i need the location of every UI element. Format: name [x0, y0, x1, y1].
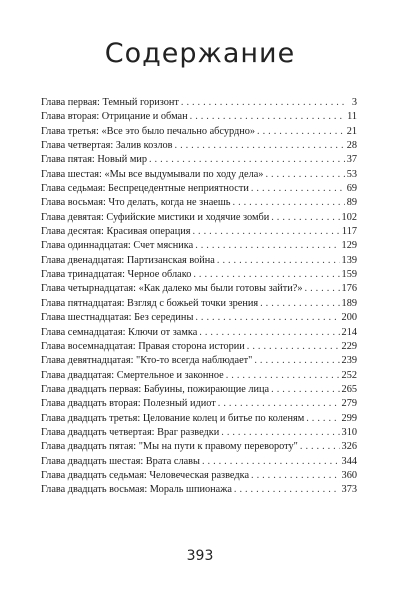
chapter-title: Глава пятая: Новый мир [41, 154, 147, 166]
toc-entry[interactable] [41, 440, 357, 454]
dot-leader [195, 311, 339, 325]
toc-entry[interactable] [41, 282, 357, 296]
chapter-page: 102 [341, 211, 357, 223]
dot-leader [218, 397, 340, 411]
chapter-title: Глава пятнадцатая: Взгляд с божьей точки зрения [41, 297, 259, 309]
chapter-title: Глава четвертая: Залив козлов [41, 140, 173, 152]
toc-entry[interactable] [41, 383, 357, 397]
toc-entry[interactable] [41, 340, 357, 354]
chapter-page: 344 [341, 455, 357, 467]
chapter-title: Глава двадцать третья: Целование колец и битье по коленям [41, 412, 305, 424]
chapter-page: 252 [341, 369, 357, 381]
chapter-page: 11 [347, 111, 357, 123]
chapter-page: 69 [346, 183, 357, 195]
dot-leader [190, 110, 345, 124]
chapter-title: Глава двадцать седьмая: Человеческая разведка [41, 469, 250, 481]
toc-entry[interactable] [41, 412, 357, 426]
chapter-title: Глава первая: Темный горизонт [41, 97, 179, 108]
chapter-page: 265 [341, 383, 357, 395]
toc-entry[interactable] [41, 268, 357, 282]
page-title: Содержание [104, 38, 296, 69]
toc-entry[interactable] [41, 239, 357, 253]
chapter-page: 28 [346, 140, 357, 152]
toc-entry[interactable] [41, 455, 357, 469]
chapter-title: Глава семнадцатая: Ключи от замка [41, 326, 198, 338]
toc-entry[interactable] [41, 469, 357, 483]
toc-entry[interactable] [41, 225, 357, 239]
table-of-contents [41, 96, 357, 498]
chapter-page: 129 [341, 240, 357, 252]
toc-entry[interactable] [41, 125, 357, 139]
toc-entry[interactable] [41, 311, 357, 325]
chapter-title: Глава двадцать пятая: "Мы на пути к правому перевороту" [41, 441, 298, 453]
dot-leader [271, 211, 339, 225]
chapter-page: 279 [341, 398, 357, 410]
chapter-title: Глава двадцать восьмая: Мораль шпионажа [41, 484, 232, 496]
dot-leader [251, 469, 340, 483]
chapter-title: Глава девятая: Суфийские мистики и ходячие зомби [41, 211, 270, 223]
chapter-title: Глава четырнадцатая: «Как далеко мы были готовы зайти?» [41, 283, 303, 295]
dot-leader [234, 483, 340, 497]
chapter-title: Глава двенадцатая: Партизанская война [41, 254, 215, 266]
dot-leader [202, 455, 340, 469]
dot-leader [233, 196, 345, 210]
dot-leader [175, 139, 345, 153]
chapter-title: Глава шестнадцатая: Без середины [41, 312, 194, 324]
toc-entry[interactable] [41, 110, 357, 124]
chapter-page: 89 [346, 197, 357, 209]
dot-leader [217, 254, 340, 268]
chapter-title: Глава десятая: Красивая операция [41, 226, 191, 238]
dot-leader [149, 153, 345, 167]
toc-entry[interactable] [41, 426, 357, 440]
chapter-title: Глава восемнадцатая: Правая сторона истории [41, 340, 245, 352]
dot-leader [199, 326, 339, 340]
toc-entry[interactable] [41, 196, 357, 210]
chapter-page: 159 [341, 269, 357, 281]
chapter-title: Глава вторая: Отрицание и обман [41, 111, 188, 123]
dot-leader [257, 125, 345, 139]
chapter-title: Глава двадцать четвертая: Враг разведки [41, 426, 220, 438]
chapter-title: Глава двадцать вторая: Полезный идиот [41, 398, 216, 410]
dot-leader [195, 239, 339, 253]
toc-entry[interactable] [41, 254, 357, 268]
toc-entry[interactable] [41, 139, 357, 153]
chapter-title: Глава двадцать первая: Бабуины, пожирающие лица [41, 383, 270, 395]
chapter-page: 21 [346, 125, 357, 137]
dot-leader [193, 268, 339, 282]
chapter-title: Глава девятнадцатая: "Кто-то всегда наблюдает" [41, 355, 253, 367]
dot-leader [181, 96, 347, 110]
dot-leader [221, 426, 339, 440]
chapter-page: 310 [341, 426, 357, 438]
chapter-page: 3 [351, 97, 357, 108]
chapter-page: 326 [341, 441, 357, 453]
chapter-page: 53 [346, 168, 357, 180]
dot-leader [271, 383, 339, 397]
dot-leader [247, 340, 340, 354]
chapter-title: Глава двадцать шестая: Врата славы [41, 455, 200, 467]
dot-leader [305, 282, 340, 296]
chapter-page: 299 [341, 412, 357, 424]
chapter-page: 360 [341, 469, 357, 481]
toc-entry[interactable] [41, 153, 357, 167]
chapter-page: 176 [341, 283, 357, 295]
toc-entry[interactable] [41, 297, 357, 311]
toc-entry[interactable] [41, 168, 357, 182]
chapter-title: Глава двадцатая: Смертельное и законное [41, 369, 224, 381]
toc-entry[interactable] [41, 483, 357, 497]
dot-leader [306, 412, 339, 426]
toc-entry[interactable] [41, 96, 357, 110]
chapter-page: 229 [341, 340, 357, 352]
chapter-page: 139 [341, 254, 357, 266]
chapter-page: 200 [341, 312, 357, 324]
chapter-title: Глава шестая: «Мы все выдумывали по ходу дела» [41, 168, 264, 180]
chapter-page: 214 [341, 326, 357, 338]
toc-entry[interactable] [41, 354, 357, 368]
dot-leader [260, 297, 339, 311]
chapter-title: Глава одиннадцатая: Счет мясника [41, 240, 194, 252]
chapter-page: 117 [341, 226, 357, 238]
page-number: 393 [186, 548, 214, 564]
chapter-title: Глава третья: «Все это было печально абсурдно» [41, 125, 256, 137]
dot-leader [226, 369, 340, 383]
toc-entry[interactable] [41, 369, 357, 383]
chapter-title: Глава седьмая: Беспрецедентные неприятности [41, 183, 249, 195]
chapter-title: Глава тринадцатая: Черное облако [41, 269, 192, 281]
toc-entry[interactable] [41, 211, 357, 225]
chapter-page: 239 [341, 355, 357, 367]
chapter-page: 189 [341, 297, 357, 309]
chapter-title: Глава восьмая: Что делать, когда не знаешь [41, 197, 231, 209]
dot-leader [192, 225, 339, 239]
dot-leader [265, 168, 344, 182]
toc-entry[interactable] [41, 182, 357, 196]
toc-entry[interactable] [41, 326, 357, 340]
chapter-page: 37 [346, 154, 357, 166]
dot-leader [300, 440, 340, 454]
dot-leader [251, 182, 345, 196]
chapter-page: 373 [341, 484, 357, 496]
dot-leader [254, 354, 339, 368]
toc-entry[interactable] [41, 397, 357, 411]
